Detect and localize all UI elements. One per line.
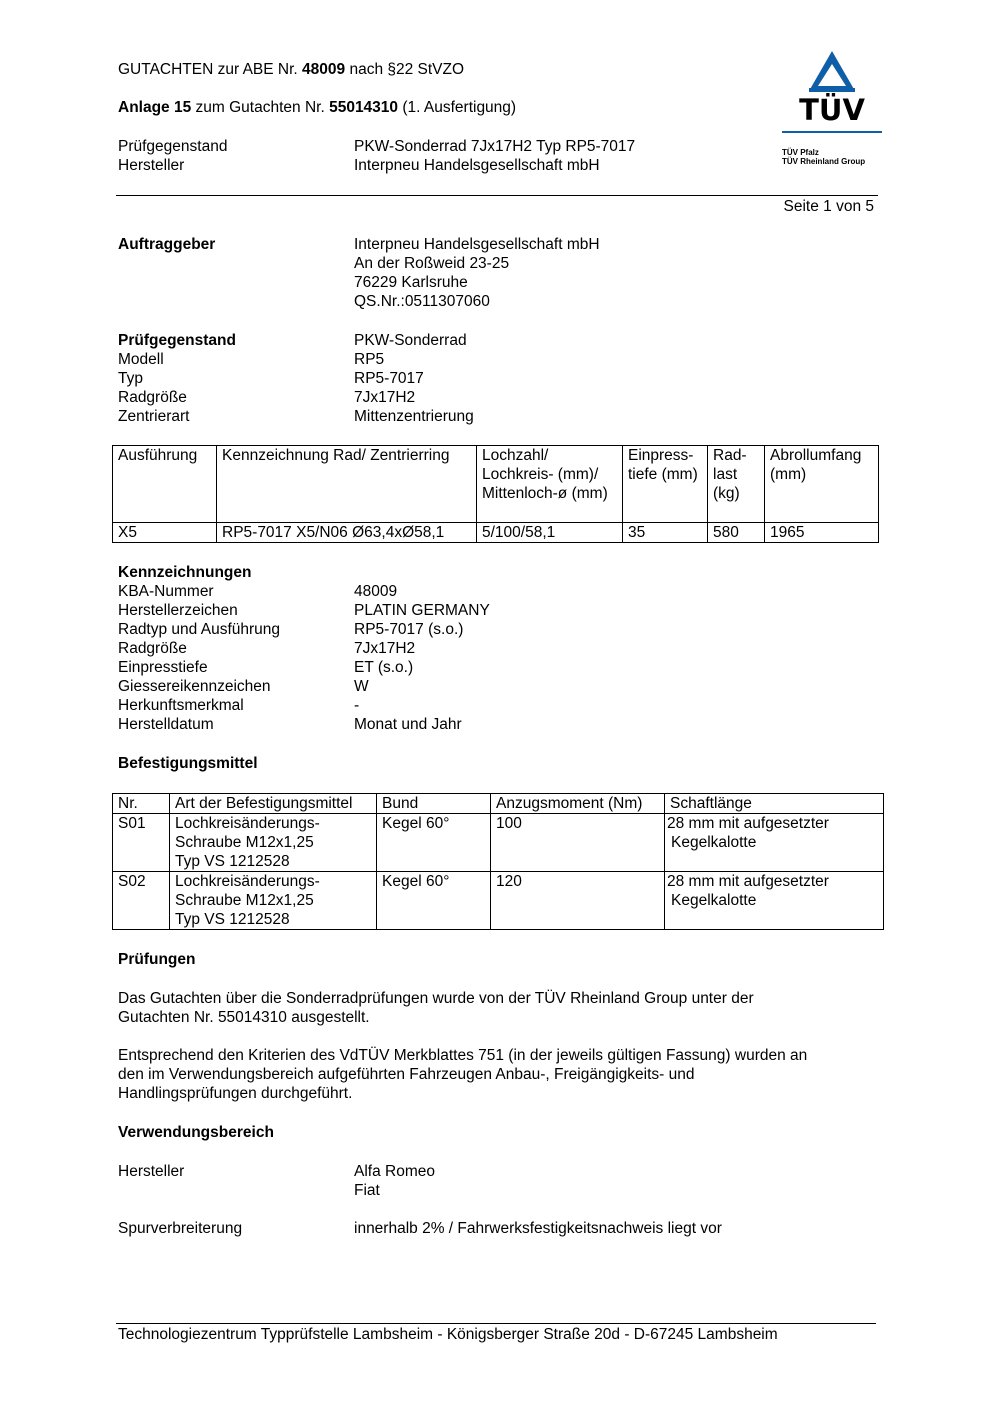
spec-label: Radgröße <box>118 389 187 406</box>
marking-label: KBA-Nummer <box>118 583 214 600</box>
header-divider <box>116 195 878 196</box>
logo-sub-1: TÜV Pfalz <box>782 148 819 157</box>
table-cell: X5 <box>113 523 217 543</box>
spurverbreiterung-row <box>118 1219 858 1238</box>
fastener-type-line: Typ VS 1212528 <box>175 853 290 870</box>
header-item-block <box>118 137 858 175</box>
auftraggeber-line: Interpneu Handelsgesellschaft mbH <box>354 236 600 253</box>
table-cell: 580 <box>708 523 765 543</box>
spur-label: Spurverbreiterung <box>118 1220 243 1237</box>
header-item-label: Prüfgegenstand <box>118 138 228 155</box>
table-cell: S01 <box>113 814 170 872</box>
vehicle-maker-label: Hersteller <box>118 1163 185 1180</box>
vehicle-maker: Alfa Romeo <box>354 1163 435 1180</box>
logo-sub-2: TÜV Rheinland Group <box>782 157 866 166</box>
shaft-line: Kegelkalotte <box>671 834 757 851</box>
vehicle-maker: Fiat <box>354 1182 380 1199</box>
table-cell: 1965 <box>765 523 879 543</box>
fastener-type-line: Typ VS 1212528 <box>175 911 290 928</box>
table-cell: 120 <box>491 872 665 930</box>
table-header-cell: Schaftlänge <box>665 794 884 814</box>
paragraph-line: Entsprechend den Kriterien des VdTÜV Merkblattes 751 (in der jeweils gültigen Fassung) wurden an <box>118 1047 808 1064</box>
marking-label: Giessereikennzeichen <box>118 678 271 695</box>
auftraggeber-label: Auftraggeber <box>118 236 216 253</box>
auftraggeber-line: QS.Nr.:0511307060 <box>354 293 490 310</box>
fastener-type-line: Lochkreisänderungs- <box>175 815 320 832</box>
marking-value: PLATIN GERMANY <box>354 602 490 619</box>
shaft-line: Kegelkalotte <box>671 892 757 909</box>
kennzeichnungen-title: Kennzeichnungen <box>118 564 252 581</box>
table-header-cell: Abrollumfang (mm) <box>765 446 879 523</box>
fastener-type-line: Schraube M12x1,25 <box>175 834 314 851</box>
fastener-type-line: Lochkreisänderungs- <box>175 873 320 890</box>
befestigung-title: Befestigungsmittel <box>118 755 258 772</box>
table-cell <box>170 872 377 930</box>
befestigung-header-row <box>113 794 884 814</box>
table-cell: 100 <box>491 814 665 872</box>
paragraph-line: den im Verwendungsbereich aufgeführten Fahrzeugen Anbau-, Freigängigkeits- und <box>118 1066 695 1083</box>
table-header-cell: Nr. <box>113 794 170 814</box>
table-header-cell: Anzugsmoment (Nm) <box>491 794 665 814</box>
table-cell: 5/100/58,1 <box>477 523 623 543</box>
table-cell: Kegel 60° <box>377 872 491 930</box>
header-item-value: PKW-Sonderrad 7Jx17H2 Typ RP5-7017 <box>354 138 636 155</box>
table-header-cell: Art der Befestigungsmittel <box>170 794 377 814</box>
table-header-cell: Bund <box>377 794 491 814</box>
spec-label: Typ <box>118 370 143 387</box>
marking-label: Einpresstiefe <box>118 659 208 676</box>
pruefgegenstand-title: Prüfgegenstand <box>118 332 236 349</box>
shaft-line: 28 mm mit aufgesetzter <box>667 873 829 890</box>
pruefgegenstand-value: PKW-Sonderrad <box>354 332 467 349</box>
table-cell <box>665 872 884 930</box>
table-header-cell: Rad- last (kg) <box>708 446 765 523</box>
gutachten-number: 55014310 <box>329 99 399 116</box>
table-header-cell: Kennzeichnung Rad/ Zentrierring <box>217 446 477 523</box>
spec-value: RP5-7017 <box>354 370 424 387</box>
page-number: Seite 1 von 5 <box>783 198 874 215</box>
footer-divider <box>116 1323 876 1324</box>
anlage-label: Anlage 15 <box>118 99 192 116</box>
header-maker-value: Interpneu Handelsgesellschaft mbH <box>354 157 600 174</box>
marking-value: ET (s.o.) <box>354 659 414 676</box>
marking-label: Radtyp und Ausführung <box>118 621 281 638</box>
marking-value: 7Jx17H2 <box>354 640 416 657</box>
header-line-1 <box>118 60 464 79</box>
marking-value: RP5-7017 (s.o.) <box>354 621 464 638</box>
abe-number: 48009 <box>302 61 346 78</box>
ausfuehrung-table <box>112 445 879 543</box>
header-line-2-suffix: (1. Ausfertigung) <box>398 99 517 116</box>
pruefungen-paragraph-1 <box>118 989 878 1027</box>
header-line-1-suffix: nach §22 StVZO <box>345 61 465 78</box>
pruefungen-paragraph-2 <box>118 1046 878 1103</box>
paragraph-line: Das Gutachten über die Sonderradprüfungen wurde von der TÜV Rheinland Group unter der <box>118 990 754 1007</box>
marking-label: Herstellerzeichen <box>118 602 238 619</box>
table-cell <box>170 814 377 872</box>
table-cell: RP5-7017 X5/N06 Ø63,4xØ58,1 <box>217 523 477 543</box>
table-row <box>113 523 879 543</box>
ausfuehrung-header-row <box>113 446 879 523</box>
verwendungsbereich-hersteller <box>118 1162 858 1200</box>
table-row <box>113 814 884 872</box>
table-cell: S02 <box>113 872 170 930</box>
header-line-1-prefix: GUTACHTEN zur ABE Nr. <box>118 61 303 78</box>
marking-value: W <box>354 678 369 695</box>
marking-label: Radgröße <box>118 640 187 657</box>
tuv-logo <box>782 48 882 173</box>
table-cell: Kegel 60° <box>377 814 491 872</box>
header-maker-label: Hersteller <box>118 157 185 174</box>
marking-label: Herkunftsmerkmal <box>118 697 244 714</box>
spec-label: Zentrierart <box>118 408 190 425</box>
table-header-cell: Lochzahl/ Lochkreis- (mm)/ Mittenloch-ø (mm) <box>477 446 623 523</box>
auftraggeber-line: An der Roßweid 23-25 <box>354 255 510 272</box>
spec-label: Modell <box>118 351 164 368</box>
spec-value: Mittenzentrierung <box>354 408 474 425</box>
auftraggeber-line: 76229 Karlsruhe <box>354 274 468 291</box>
fastener-type-line: Schraube M12x1,25 <box>175 892 314 909</box>
verwendungsbereich-title: Verwendungsbereich <box>118 1124 274 1141</box>
logo-text: TÜV <box>799 93 865 127</box>
table-cell: 35 <box>623 523 708 543</box>
table-header-cell: Einpress- tiefe (mm) <box>623 446 708 523</box>
spec-value: 7Jx17H2 <box>354 389 416 406</box>
footer-text: Technologiezentrum Typprüfstelle Lambsheim - Königsberger Straße 20d - D-67245 Lambsheim <box>118 1326 778 1343</box>
table-row <box>113 872 884 930</box>
pruefungen-title: Prüfungen <box>118 951 196 968</box>
spur-value: innerhalb 2% / Fahrwerksfestigkeitsnachweis liegt vor <box>354 1220 722 1237</box>
header-line-2 <box>118 98 516 117</box>
pruefgegenstand-block <box>118 331 858 426</box>
table-header-cell: Ausführung <box>113 446 217 523</box>
marking-value: 48009 <box>354 583 398 600</box>
paragraph-line: Gutachten Nr. 55014310 ausgestellt. <box>118 1009 370 1026</box>
header-line-2-mid: zum Gutachten Nr. <box>191 99 330 116</box>
befestigung-table <box>112 793 884 930</box>
shaft-line: 28 mm mit aufgesetzter <box>667 815 829 832</box>
marking-value: - <box>354 697 360 714</box>
marking-value: Monat und Jahr <box>354 716 462 733</box>
paragraph-line: Handlingsprüfungen durchgeführt. <box>118 1085 353 1102</box>
spec-value: RP5 <box>354 351 385 368</box>
kennzeichnungen-block <box>118 563 858 734</box>
table-cell <box>665 814 884 872</box>
auftraggeber-block <box>118 235 858 311</box>
logo-rule <box>782 131 882 133</box>
marking-label: Herstelldatum <box>118 716 214 733</box>
